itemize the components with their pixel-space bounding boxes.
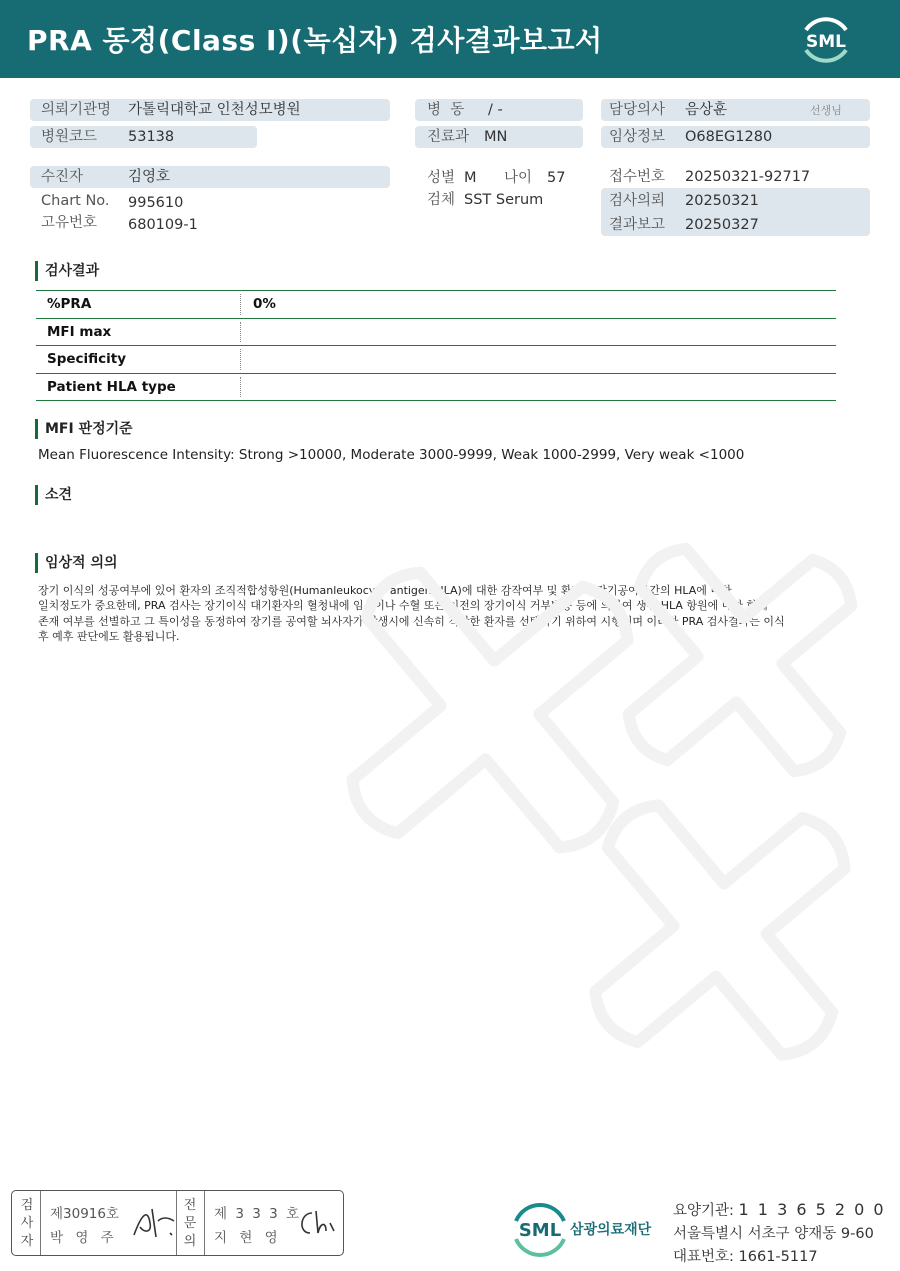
clinical-line: 존재 여부를 선별하고 그 특이성을 동정하여 장기를 공여할 뇌사자가 발생시에 신속히 적합한 환자를 선택하기 위하여 시행되며 이러한 PRA 검사결과는 이식 [38,614,785,628]
sex-label: 성별 [427,170,456,186]
examiner-signature-icon [130,1203,178,1243]
doctor-value: 음상훈 [685,102,728,118]
row-divider [240,322,241,343]
examiner-char: 사 [20,1216,34,1231]
footer-address: 서울특별시 서초구 양재동 9-60 [673,1226,874,1242]
reception-value: 20250321-92717 [685,169,811,185]
institution-value: 가톨릭대학교 인천성모병원 [128,102,301,118]
examiner-name: 박 영 주 [50,1230,118,1246]
chart-value: 995610 [128,195,184,211]
footer-phone-value: 1661-5117 [738,1249,818,1265]
sign-divider [176,1191,177,1255]
specialist-char: 문 [183,1216,197,1231]
clinical-line: 장기 이식의 성공여부에 있어 환자의 조직적합성항원(Humanleukocyte antigen:HLA)에 대한 감작여부 및 환자와 장기공여자간의 HLA에 대한 [38,584,732,597]
specialist-signature-icon [294,1203,338,1243]
footer-sml-logo-icon [510,1199,660,1257]
signature-box [11,1190,344,1256]
hospital-code-label: 병원코드 [41,129,98,145]
clinical-info-label: 임상정보 [609,129,666,145]
watermark-cross-icon [300,530,900,1090]
report-label: 결과보고 [609,217,666,233]
dept-value: MN [484,129,508,145]
doctor-label: 담당의사 [609,102,666,118]
id-value: 680109-1 [128,217,198,233]
footer-org-name: 삼광의료재단 [570,1222,652,1238]
logo-text: SML [806,32,846,52]
examiner-char: 검 [20,1198,34,1213]
results-table [36,290,836,401]
dept-label: 진료과 [427,129,470,145]
request-label: 검사의뢰 [609,193,666,209]
table-row [36,291,836,319]
row-label: %PRA [47,296,92,312]
specialist-char: 전 [183,1198,197,1213]
footer-phone [673,1245,818,1266]
footer-code-value: 1 1 3 6 5 2 0 0 [738,1200,886,1219]
specialist-heading [179,1197,201,1251]
ward-label: 병 동 [427,102,465,118]
row-label: MFI max [47,323,112,340]
chart-label: Chart No. [41,193,110,209]
sign-divider [204,1191,205,1255]
specialist-number: 제 3 3 3 호 [214,1206,302,1222]
reception-label: 접수번호 [609,169,666,185]
specialist-name: 지 현 영 [214,1230,282,1246]
row-divider [240,377,241,398]
table-row [36,346,836,374]
specialist-char: 의 [183,1234,197,1249]
findings-section-title: 소견 [35,485,72,505]
specimen-label: 검체 [427,192,456,208]
footer-logo-text: SML [518,1220,562,1241]
age-value: 57 [547,170,566,186]
request-value: 20250321 [685,193,759,209]
age-label: 나이 [504,170,533,186]
hospital-code-value: 53138 [128,129,175,145]
clinical-line: 후 예후 판단에도 활용됩니다. [38,629,180,643]
specimen-value: SST Serum [464,192,544,208]
examiner-char: 자 [20,1234,34,1249]
id-label: 고유번호 [41,215,98,231]
footer-code-label: 요양기관 [673,1203,730,1219]
table-row [36,319,836,347]
sign-divider [40,1191,41,1255]
footer-colon: : [729,1249,739,1265]
clinical-section-title: 임상적 의의 [35,553,118,573]
report-title: PRA 동정(Class I)(녹십자) 검사결과보고서 [27,24,603,57]
report-value: 20250327 [685,217,759,233]
examiner-number: 제30916호 [50,1206,120,1222]
doctor-suffix: 선생님 [810,104,842,117]
patient-pill [30,166,390,188]
footer-phone-label: 대표번호 [673,1249,730,1265]
footer-code [673,1199,886,1220]
row-divider [240,349,241,370]
sex-value: M [464,170,477,186]
patient-value: 김영호 [128,169,171,185]
footer-colon: : [729,1203,739,1219]
row-label: Patient HLA type [47,378,176,395]
mfi-section-title: MFI 판정기준 [35,419,133,439]
row-label: Specificity [47,351,127,367]
patient-label: 수진자 [41,169,84,185]
table-row [36,374,836,402]
clinical-info-value: O68EG1280 [685,129,773,145]
report-header [0,0,900,78]
clinical-line: 일치정도가 중요한데, PRA 검사는 장기이식 대기환자의 혈청내에 임신이나 수혈 또는 이전의 장기이식 거부반응 등에 의하여 생긴 HLA 항원에 대한 항체 [38,599,768,613]
row-divider [240,294,241,315]
examiner-heading [16,1197,38,1251]
sml-logo-icon [796,10,856,68]
row-value: 0% [253,296,276,312]
institution-label: 의뢰기관명 [41,102,112,118]
results-section-title: 검사결과 [35,261,99,281]
ward-value: / - [488,102,503,118]
mfi-criteria-text: Mean Fluorescence Intensity: Strong >10000, Moderate 3000-9999, Weak 1000-2999, Very weak <1000 [38,447,745,463]
